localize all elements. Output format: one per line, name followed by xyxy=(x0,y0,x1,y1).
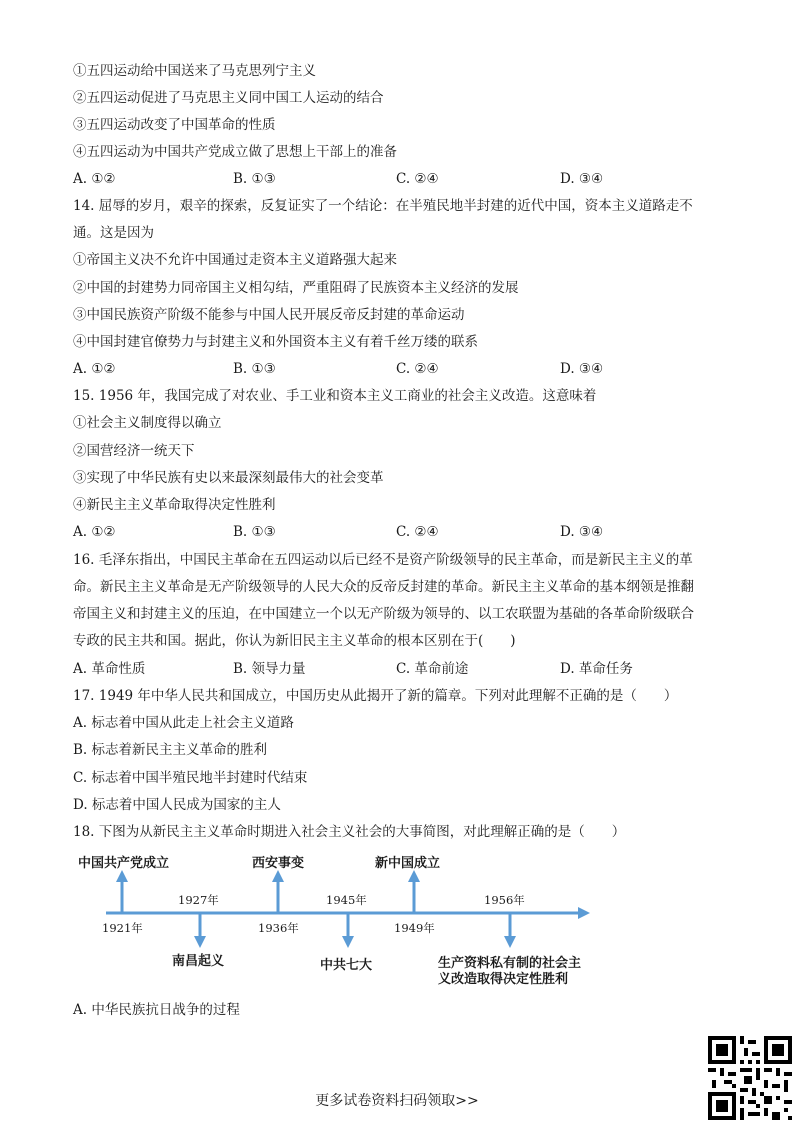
q17-option-b: B. 标志着新民主主义革命的胜利 xyxy=(73,742,268,758)
year-1949: 1949年 xyxy=(394,921,435,935)
q16-option-b: B. 领导力量 xyxy=(233,661,306,677)
q15-item-3: ③实现了中华民族有史以来最深刻最伟大的社会变革 xyxy=(73,470,384,486)
q18-stem: 18. 下图为从新民主主义革命时期进入社会主义社会的大事简图，对此理解正确的是（ ） xyxy=(73,824,626,840)
q17-stem: 17. 1949 年中华人民共和国成立，中国历史从此揭开了新的篇章。下列对此理解不正确的是（ ） xyxy=(73,688,678,704)
arrowhead-down-1945 xyxy=(342,936,354,948)
q13-option-a: A. ①② xyxy=(73,171,116,187)
q15-item-2: ②国营经济一统天下 xyxy=(73,443,195,459)
year-1927: 1927年 xyxy=(178,893,219,907)
q15-option-b: B. ①③ xyxy=(233,524,276,540)
arrowhead-up-1921 xyxy=(116,870,128,882)
q17-option-c: C. 标志着中国半殖民地半封建时代结束 xyxy=(73,770,308,786)
year-1945: 1945年 xyxy=(326,893,367,907)
year-1956: 1956年 xyxy=(484,893,525,907)
event-label-nanchang-uprising: 南昌起义 xyxy=(172,954,225,969)
footer-scan-prompt[interactable]: 更多试卷资料扫码领取>> xyxy=(315,1093,479,1109)
q14-option-d: D. ③④ xyxy=(560,361,604,377)
event-label-socialist-transformation-line-1: 生产资料私有制的社会主 xyxy=(438,956,582,971)
q13-option-c: C. ②④ xyxy=(396,171,439,187)
q14-item-1: ①帝国主义决不允许中国通过走资本主义道路强大起来 xyxy=(73,252,397,268)
q13-item-2: ②五四运动促进了马克思主义同中国工人运动的结合 xyxy=(73,90,384,106)
event-label-socialist-transformation-line-2: 义改造取得决定性胜利 xyxy=(438,972,569,987)
q17-option-d: D. 标志着中国人民成为国家的主人 xyxy=(73,797,281,813)
arrowhead-up-1936 xyxy=(272,870,284,882)
q14-stem-line-2: 通。这是因为 xyxy=(73,225,154,241)
arrowhead-up-1949 xyxy=(408,870,420,882)
event-label-cpc-founded: 中国共产党成立 xyxy=(78,856,170,871)
q15-item-4: ④新民主主义革命取得决定性胜利 xyxy=(73,497,276,513)
q15-stem: 15. 1956 年，我国完成了对农业、手工业和资本主义工商业的社会主义改造。这意味着 xyxy=(73,388,597,404)
q15-option-a: A. ①② xyxy=(73,524,116,540)
year-1921: 1921年 xyxy=(102,921,143,935)
event-label-seventh-congress: 中共七大 xyxy=(320,958,373,973)
q15-item-1: ①社会主义制度得以确立 xyxy=(73,415,222,431)
q13-option-b: B. ①③ xyxy=(233,171,276,187)
timeline-axis-arrowhead xyxy=(578,907,590,919)
q16-stem-line-1: 16. 毛泽东指出，中国民主革命在五四运动以后已经不是资产阶级领导的民主革命，而是新民主主义的革 xyxy=(73,552,693,568)
q14-option-c: C. ②④ xyxy=(396,361,439,377)
q14-stem-line-1: 14. 屈辱的岁月，艰辛的探索，反复证实了一个结论：在半殖民地半封建的近代中国，资本主义道路走不 xyxy=(73,198,693,214)
q16-option-c: C. 革命前途 xyxy=(396,661,469,677)
q16-option-a: A. 革命性质 xyxy=(73,661,146,677)
event-timeline xyxy=(70,850,610,1000)
q13-item-3: ③五四运动改变了中国革命的性质 xyxy=(73,117,276,133)
q16-stem-line-3: 帝国主义和封建主义的压迫，在中国建立一个以无产阶级为领导的、以工农联盟为基础的各革命阶级联合 xyxy=(73,606,694,622)
q16-option-d: D. 革命任务 xyxy=(560,661,633,677)
q13-option-d: D. ③④ xyxy=(560,171,604,187)
year-1936: 1936年 xyxy=(258,921,299,935)
q14-item-2: ②中国的封建势力同帝国主义相勾结，严重阻碍了民族资本主义经济的发展 xyxy=(73,280,519,296)
event-label-prc-founded: 新中国成立 xyxy=(375,856,441,871)
q18-option-a: A. 中华民族抗日战争的过程 xyxy=(73,1002,240,1018)
q14-option-b: B. ①③ xyxy=(233,361,276,377)
q15-option-d: D. ③④ xyxy=(560,524,604,540)
arrowhead-down-1927 xyxy=(194,936,206,948)
q14-item-3: ③中国民族资产阶级不能参与中国人民开展反帝反封建的革命运动 xyxy=(73,307,465,323)
q17-option-a: A. 标志着中国从此走上社会主义道路 xyxy=(73,715,294,731)
q15-option-c: C. ②④ xyxy=(396,524,439,540)
q16-stem-line-2: 命。新民主主义革命是无产阶级领导的人民大众的反帝反封建的革命。新民主主义革命的基本纲领是推翻 xyxy=(73,579,694,595)
q13-item-1: ①五四运动给中国送来了马克思列宁主义 xyxy=(73,63,316,79)
arrowhead-down-1956 xyxy=(504,936,516,948)
q14-option-a: A. ①② xyxy=(73,361,116,377)
event-label-xian-incident: 西安事变 xyxy=(252,856,305,871)
q16-stem-line-4: 专政的民主共和国。据此，你认为新旧民主主义革命的根本区别在于( ) xyxy=(73,633,516,649)
q14-item-4: ④中国封建官僚势力与封建主义和外国资本主义有着千丝万缕的联系 xyxy=(73,334,478,350)
q13-item-4: ④五四运动为中国共产党成立做了思想上干部上的准备 xyxy=(73,144,397,160)
